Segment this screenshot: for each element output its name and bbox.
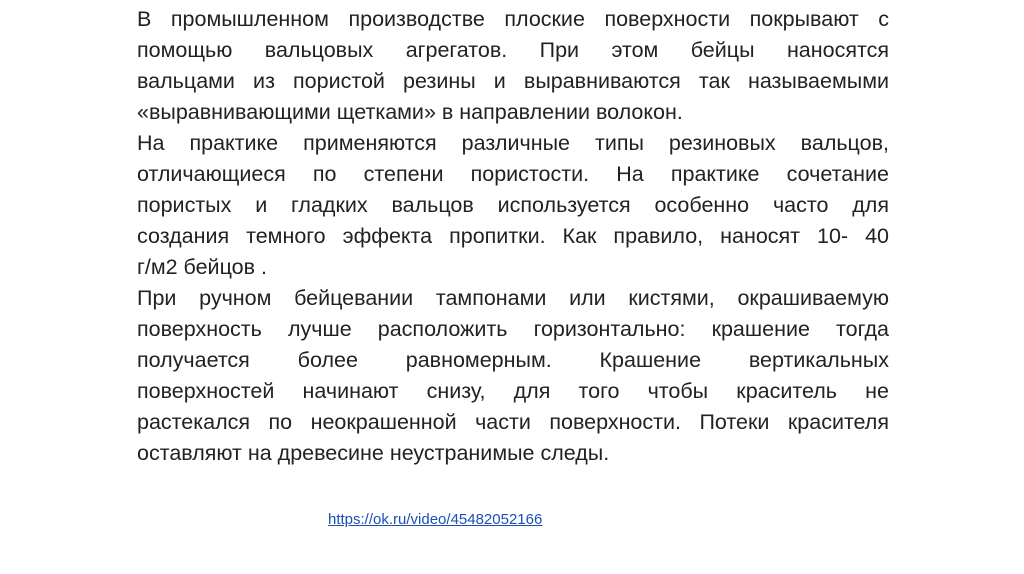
text-line: При ручном бейцевании тампонами или кистями, окрашиваемую: [137, 286, 889, 310]
text-line: На практике применяются различные типы резиновых вальцов,: [137, 131, 889, 155]
text-line: растекался по неокрашенной части поверхности. Потеки красителя: [137, 410, 889, 434]
text-line: вальцами из пористой резины и выравниваются так называемыми: [137, 69, 889, 93]
paragraph-1: [137, 4, 889, 128]
text-line: поверхность лучше расположить горизонтально: крашение тогда: [137, 317, 889, 341]
text-line: помощью вальцовых агрегатов. При этом бейцы наносятся: [137, 38, 889, 62]
text-line: получается более равномерным. Крашение вертикальных: [137, 348, 889, 372]
text-line: «выравнивающими щетками» в направлении волокон.: [137, 100, 683, 124]
paragraph-2: [137, 128, 889, 283]
text-line: пористых и гладких вальцов используется особенно часто для: [137, 193, 889, 217]
paragraph-3: [137, 283, 889, 469]
text-line: г/м2 бейцов .: [137, 255, 267, 279]
text-line: создания темного эффекта пропитки. Как правило, наносят 10- 40: [137, 224, 889, 248]
text-line: поверхностей начинают снизу, для того чтобы краситель не: [137, 379, 889, 403]
text-line: отличающиеся по степени пористости. На практике сочетание: [137, 162, 889, 186]
video-link[interactable]: https://ok.ru/video/45482052166: [328, 511, 543, 528]
text-line: В промышленном производстве плоские поверхности покрывают с: [137, 7, 889, 31]
text-line: оставляют на древесине неустранимые следы.: [137, 441, 610, 465]
body-text: [137, 4, 889, 469]
